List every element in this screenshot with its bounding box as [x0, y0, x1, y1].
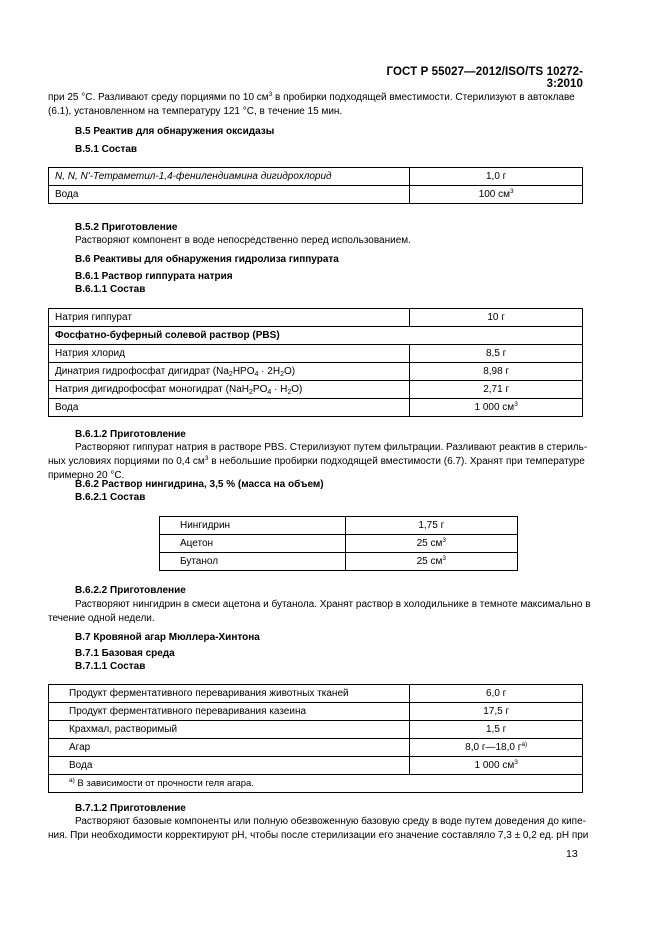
- component-value: 6,0 г: [410, 685, 583, 703]
- hippurate-composition-table: [48, 308, 583, 417]
- section-b6-1-title: В.6.1 Раствор гиппурата натрия: [75, 271, 233, 282]
- table-footnote: $^{а)}$ В зависимости от прочности геля агара.: [49, 775, 583, 793]
- component-name: Агар: [49, 739, 410, 757]
- component-value: 1,0 г: [410, 168, 583, 186]
- table-row: [160, 535, 518, 553]
- component-value: 1,75 г: [345, 517, 517, 535]
- section-b5-1-title: В.5.1 Состав: [75, 144, 138, 155]
- section-b6-2-2-line-2: течение одной недели.: [48, 613, 155, 624]
- section-b6-title: В.6 Реактивы для обнаружения гидролиза гиппурата: [75, 254, 339, 265]
- section-b5-title: В.5 Реактив для обнаружения оксидазы: [75, 126, 275, 137]
- component-value: 25 $см^3$: [345, 535, 517, 553]
- component-name: Натрия гиппурат: [49, 309, 410, 327]
- section-b7-1-title: В.7.1 Базовая среда: [75, 648, 175, 659]
- component-name: Натрия хлорид: [49, 345, 410, 363]
- component-name: Крахмал, растворимый: [49, 721, 410, 739]
- table-row: [49, 168, 583, 186]
- table-row: [49, 327, 583, 345]
- section-b6-1-1-title: В.6.1.1 Состав: [75, 284, 146, 295]
- table-row: [49, 186, 583, 204]
- component-name: Натрия дигидрофосфат моногидрат $(NaH_2PO_4 \cdot H_2O)$: [49, 381, 410, 399]
- component-value: 8,5 г: [410, 345, 583, 363]
- intro-line-2: (6.1), установленном на температуру 121 °С, в течение 15 мин.: [48, 106, 343, 117]
- table-row: [49, 757, 583, 775]
- table-row: [160, 553, 518, 571]
- table-row: [49, 685, 583, 703]
- section-b7-1-2-line-1: Растворяют базовые компоненты или полную обезвоженную базовую среду в воде путем доведения до кипе-: [75, 816, 586, 827]
- section-b6-1-2-line-2: ных условиях порциями по 0,4 $см^3$ в небольшие пробирки подходящей вместимости (6.7). Хранят при температуре: [48, 455, 585, 467]
- mueller-hinton-composition-table: [48, 684, 583, 793]
- section-b6-2-2-line-1: Растворяют нингидрин в смеси ацетона и бутанола. Хранят раствор в холодильнике в темноте максимально в: [75, 599, 591, 610]
- section-b7-title: В.7 Кровяной агар Мюллера-Хинтона: [75, 632, 260, 643]
- table-row: [49, 309, 583, 327]
- component-name: Продукт ферментативного переваривания животных тканей: [49, 685, 410, 703]
- component-value: 8,98 г: [410, 363, 583, 381]
- section-b6-2-1-title: В.6.2.1 Состав: [75, 492, 146, 503]
- component-value: 100 $см^3$: [410, 186, 583, 204]
- component-name: Нингидрин: [160, 517, 346, 535]
- section-b6-1-2-line-3: примерно 20 °С.: [48, 470, 125, 481]
- component-name: Вода: [49, 757, 410, 775]
- intro-line-1: при 25 °С. Разливают среду порциями по 10 $см^3$ в пробирки подходящей вместимости. Стерилизуют в автоклаве: [48, 91, 575, 103]
- section-b7-1-1-title: В.7.1.1 Состав: [75, 661, 146, 672]
- component-name: Динатрия гидрофосфат дигидрат $(Na_2HPO_4 \cdot 2H_2O)$: [49, 363, 410, 381]
- component-name: Вода: [49, 186, 410, 204]
- table-footnote-row: [49, 775, 583, 793]
- pbs-heading: Фосфатно-буферный солевой раствор (PBS): [49, 327, 583, 345]
- section-b5-2-title: В.5.2 Приготовление: [75, 222, 178, 233]
- table-row: [49, 721, 583, 739]
- section-b7-1-2-line-2: ния. При необходимости корректируют pH, чтобы после стерилизации его значение составляло 7,3 ± 0,2 ед. pH при: [48, 830, 589, 841]
- oxidase-composition-table: [48, 167, 583, 204]
- section-b6-2-title: В.6.2 Раствор нингидрина, 3,5 % (масса на объем): [75, 479, 324, 490]
- section-b6-1-2-title: В.6.1.2 Приготовление: [75, 429, 186, 440]
- ninhydrin-composition-table: [159, 516, 518, 571]
- table-row: [49, 739, 583, 757]
- component-value: 1,5 г: [410, 721, 583, 739]
- component-name: Вода: [49, 399, 410, 417]
- section-b7-1-2-title: В.7.1.2 Приготовление: [75, 803, 186, 814]
- table-row: [49, 345, 583, 363]
- component-value: 1 000 $см^3$: [410, 399, 583, 417]
- component-value: 2,71 г: [410, 381, 583, 399]
- component-name: Ацетон: [160, 535, 346, 553]
- document-header: ГОСТ Р 55027—2012/ISO/TS 10272-3:2010: [386, 66, 583, 90]
- table-row: [49, 399, 583, 417]
- component-name: Бутанол: [160, 553, 346, 571]
- component-value: 8,0 г—18,0 $г^{а)}$: [410, 739, 583, 757]
- component-value: 17,5 г: [410, 703, 583, 721]
- page-number: 13: [566, 848, 578, 860]
- section-b5-2-text: Растворяют компонент в воде непосредственно перед использованием.: [75, 235, 411, 246]
- component-value: 25 $см^3$: [345, 553, 517, 571]
- component-value: 10 г: [410, 309, 583, 327]
- table-row: [49, 381, 583, 399]
- table-row: [49, 363, 583, 381]
- section-b6-1-2-line-1: Растворяют гиппурат натрия в растворе PBS. Стерилизуют путем фильтрации. Разливают реактив в стериль-: [75, 442, 588, 453]
- table-row: [49, 703, 583, 721]
- table-row: [160, 517, 518, 535]
- section-b6-2-2-title: В.6.2.2 Приготовление: [75, 585, 186, 596]
- component-name: N, N, N'-Тетраметил-1,4-фенилендиамина дигидрохлорид: [49, 168, 410, 186]
- component-value: 1 000 $см^3$: [410, 757, 583, 775]
- component-name: Продукт ферментативного переваривания казеина: [49, 703, 410, 721]
